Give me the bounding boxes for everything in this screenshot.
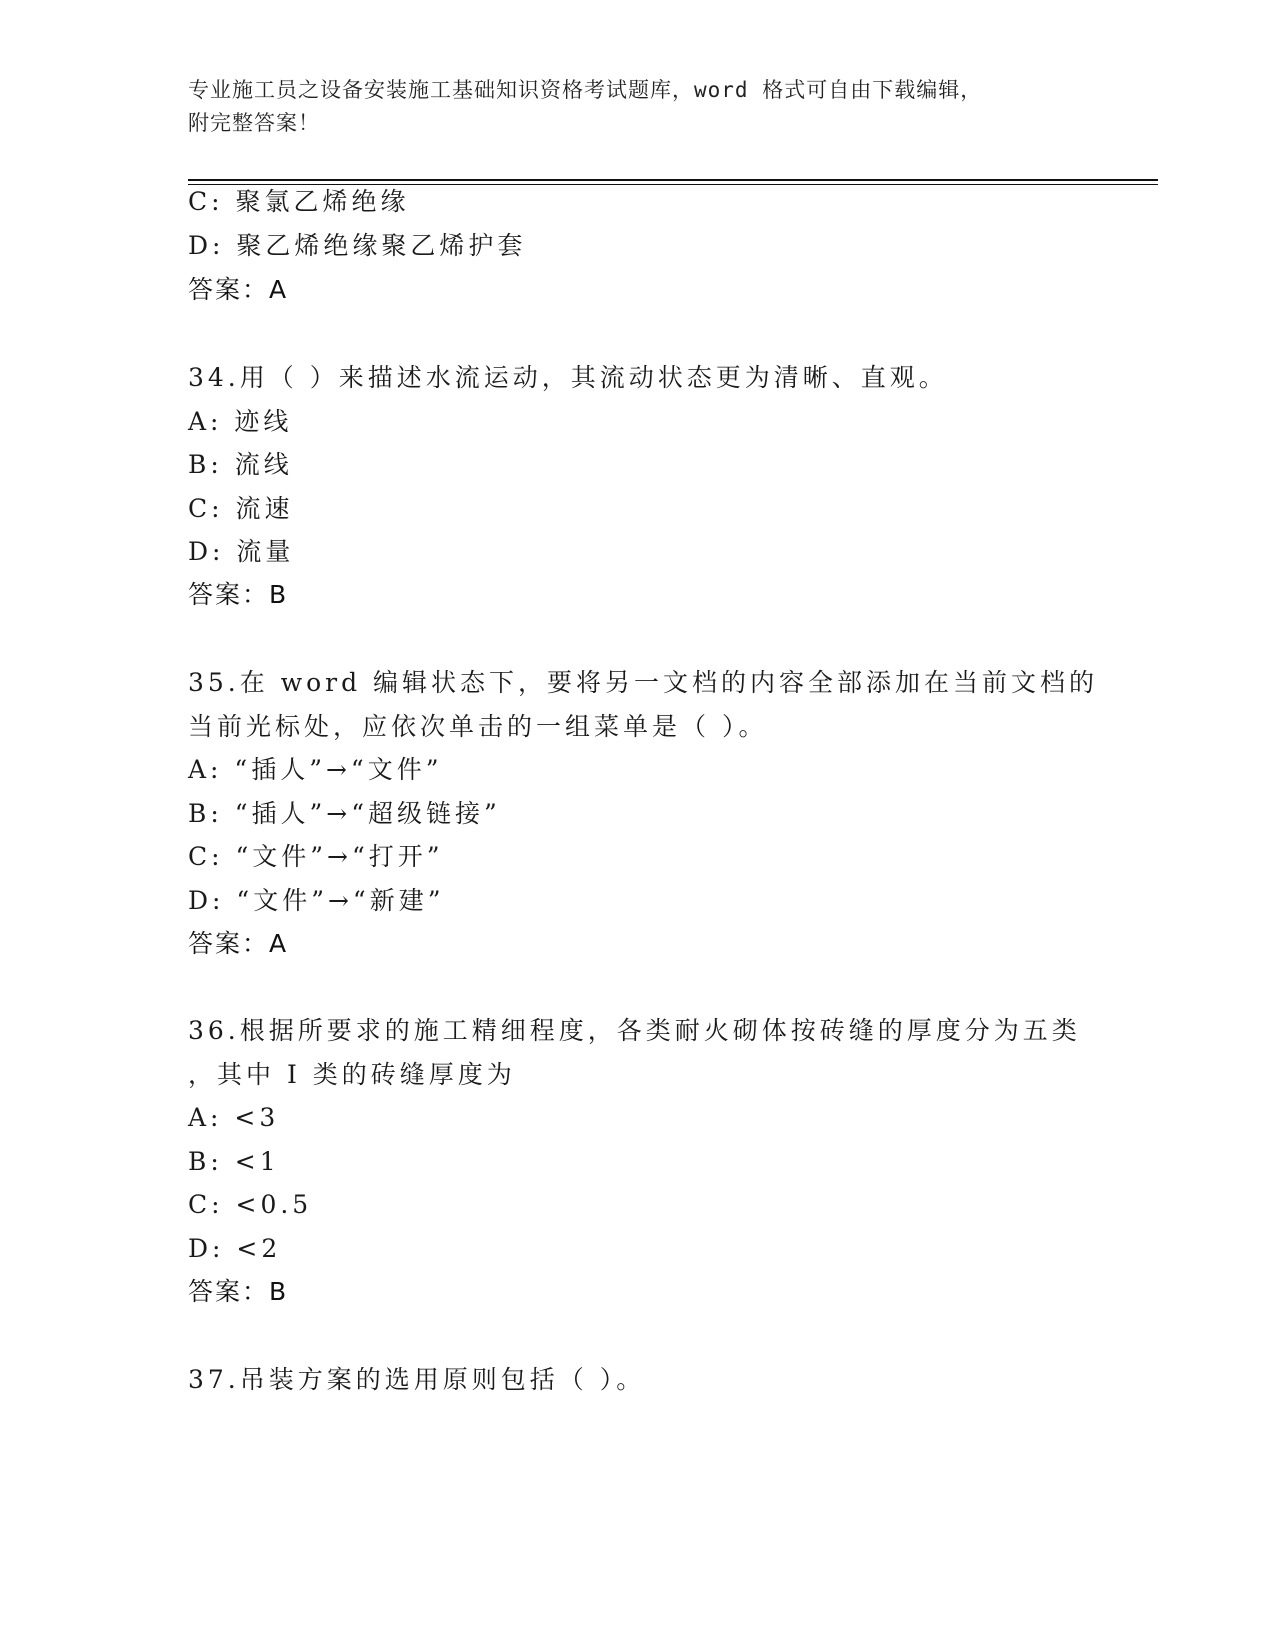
q37-stem: 37.吊装方案的选用原则包括（ ）。	[188, 1365, 646, 1394]
header-line-2: 附完整答案！	[188, 111, 320, 135]
q35-option-a: A: “插人”→“文件”	[188, 755, 443, 784]
q35-answer: 答案：A	[188, 929, 289, 958]
prev-answer: 答案：A	[188, 275, 289, 304]
header-line-1: 专业施工员之设备安装施工基础知识资格考试题库，word 格式可自由下载编辑，	[188, 78, 983, 102]
q36-option-a: A: <3	[188, 1103, 280, 1132]
q36-option-d: D: <2	[188, 1234, 282, 1263]
header-divider-thin	[188, 184, 1158, 185]
prev-option-d: D: 聚乙烯绝缘聚乙烯护套	[188, 231, 527, 260]
q34-option-b: B: 流线	[188, 450, 293, 479]
q35-stem-line-2: 当前光标处，应依次单击的一组菜单是（ ）。	[188, 712, 768, 741]
q36-stem-line-2: ，其中 I 类的砖缝厚度为	[188, 1060, 516, 1089]
q36-option-c: C: <0.5	[188, 1190, 313, 1219]
q34-stem: 34.用（ ）来描述水流运动，其流动状态更为清晰、直观。	[188, 363, 948, 392]
q35-option-c: C: “文件”→“打开”	[188, 842, 444, 871]
header-divider-thick	[188, 179, 1158, 181]
q36-stem-line-1: 36.根据所要求的施工精细程度，各类耐火砌体按砖缝的厚度分为五类	[188, 1016, 1081, 1045]
document-header	[188, 74, 1068, 140]
q35-option-d: D: “文件”→“新建”	[188, 886, 445, 915]
q34-option-a: A: 迹线	[188, 407, 293, 436]
q36-answer: 答案：B	[188, 1277, 289, 1306]
q34-answer: 答案：B	[188, 580, 289, 609]
q34-option-c: C: 流速	[188, 494, 294, 523]
q35-option-b: B: “插人”→“超级链接”	[188, 799, 501, 828]
q35-stem-line-1: 35.在 word 编辑状态下，要将另一文档的内容全部添加在当前文档的	[188, 668, 1099, 697]
prev-option-c: C: 聚氯乙烯绝缘	[188, 187, 410, 216]
q36-option-b: B: <1	[188, 1147, 280, 1176]
q34-option-d: D: 流量	[188, 537, 295, 566]
